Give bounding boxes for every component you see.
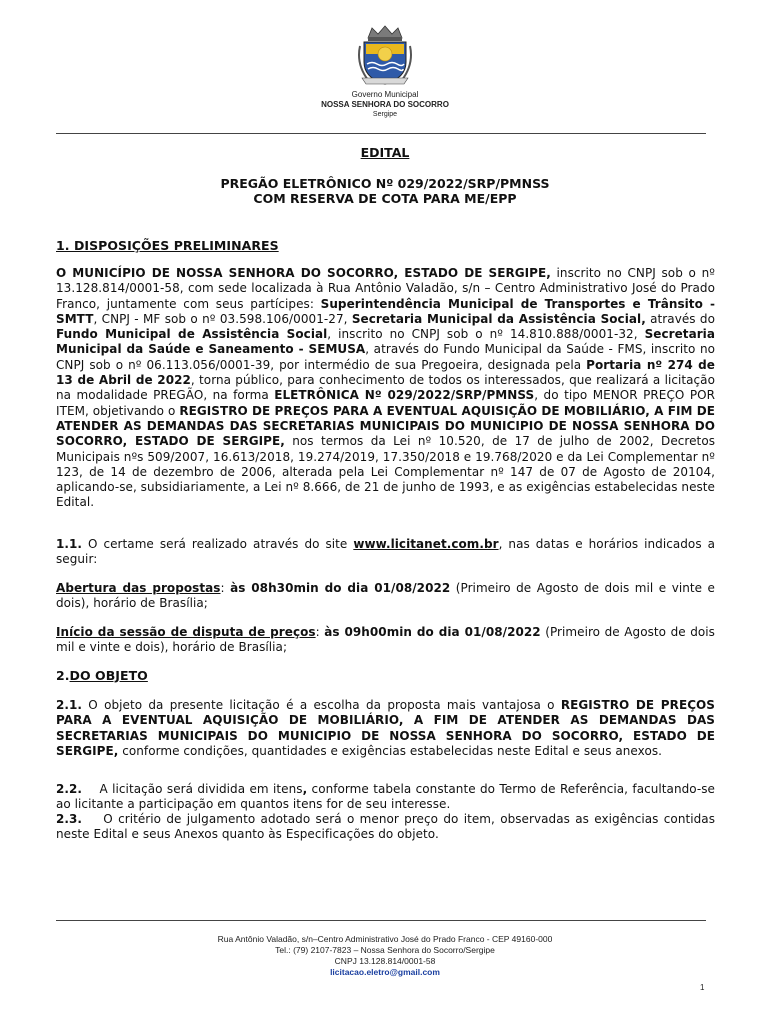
text-span: (Primeiro de Agosto de dois mil e vinte e dois), horário de Brasília; <box>56 581 715 611</box>
session-label: Início da sessão de disputa de preços <box>56 625 316 639</box>
section-title: DO OBJETO <box>69 668 148 683</box>
smtt-name: Superintendência Municipal de Transportes e Trânsito - SMTT <box>56 296 715 326</box>
clause-2-1 <box>56 698 715 759</box>
header-divider <box>56 133 706 134</box>
dispute-session-start <box>56 625 715 656</box>
text-span: através do <box>645 311 715 326</box>
object-statement: REGISTRO DE PREÇOS PARA A EVENTUAL AQUISIÇÃO DE MOBILIÁRIO, A FIM DE ATENDER AS DEMANDAS DAS SECRETARIAS MUNICIPAIS DO MUNICIPIO DE NOSSA SENHORA DO SOCORRO, ESTADO DE SERGIPE, <box>56 698 715 758</box>
footer-email[interactable]: licitacao.eletro@gmail.com <box>330 967 440 977</box>
municipality-intro: O MUNICÍPIO DE NOSSA SENHORA DO SOCORRO, ESTADO DE SERGIPE, <box>56 266 551 280</box>
opening-label: Abertura das propostas <box>56 581 221 595</box>
section-1-heading: 1. DISPOSIÇÕES PRELIMINARES <box>56 238 279 253</box>
assistance-secretariat: Secretaria Municipal da Assistência Social, <box>351 311 646 326</box>
text-span: conforme tabela constante do Termo de Referência, facultando-se ao licitante a participação em quantos itens for de seu interesse. <box>56 782 715 812</box>
section-2-heading <box>56 668 715 683</box>
clause-number: 1.1. <box>56 537 83 551</box>
state-name: Sergipe <box>372 111 398 118</box>
text-span: , através do Fundo Municipal da Saúde - FMS, inscrito no CNPJ sob o nº 06.113.056/0001-39, por intermédio de sua Pregoeira, designada pela <box>56 342 715 372</box>
section-number: 2. <box>56 668 70 683</box>
coat-of-arms-icon <box>356 24 414 86</box>
object-statement: REGISTRO DE PREÇOS PARA A EVENTUAL AQUISIÇÃO DE MOBILIÁRIO, A FIM DE ATENDER AS DEMANDAS DAS SECRETARIAS MUNICIPAIS DO MUNICIPIO DE NOSSA SENHORA DO SOCORRO, ESTADO DE SERGIPE, <box>56 403 716 449</box>
clause-number: 2.3. <box>56 812 83 826</box>
text-span: inscrito no CNPJ sob o nº 13.128.814/0001-58, com sede localizada à Rua Antônio Valadão, s/n – Centro Administrativo José do Prado Franco, juntamente com seus partícipes: <box>56 266 716 311</box>
footer-cnpj: CNPJ 13.128.814/0001-58 <box>334 956 436 966</box>
clause-number: 2.1. <box>56 698 83 712</box>
cota-subtitle: COM RESERVA DE COTA PARA ME/EPP <box>253 191 517 206</box>
health-secretariat: Secretaria Municipal da Saúde e Saneamento - SEMUSA <box>56 327 715 357</box>
text-span: , CNPJ - MF sob o nº 03.598.106/0001-27, <box>93 311 352 326</box>
text-span: O certame será realizado através do site <box>82 537 354 551</box>
proposal-opening <box>56 581 715 612</box>
text-span: , inscrito no CNPJ sob o nº 14.810.888/0001-32, <box>327 327 645 342</box>
text-span: O objeto da presente licitação é a escolha da proposta mais vantajosa o <box>82 698 561 712</box>
clause-2-3 <box>56 812 719 843</box>
opening-datetime: às 08h30min do dia 01/08/2022 <box>230 581 451 595</box>
footer-divider <box>56 920 706 921</box>
portaria-ref: Portaria nº 274 de 13 de Abril de 2022 <box>56 357 715 388</box>
text-span: , <box>302 782 308 796</box>
licitanet-link[interactable]: www.licitanet.com.br <box>353 537 499 551</box>
pregao-ref: ELETRÔNICA Nº 029/2022/SRP/PMNSS <box>274 388 535 403</box>
footer-address: Rua Antônio Valadão, s/n–Centro Administrativo José do Prado Franco - CEP 49160-000 <box>217 934 553 944</box>
page-number: 1 <box>700 983 705 992</box>
municipality-name: NOSSA SENHORA DO SOCORRO <box>321 100 449 109</box>
government-label: Governo Municipal <box>351 90 419 99</box>
clause-2-2 <box>56 782 715 813</box>
text-span: : <box>315 625 325 639</box>
document-title: EDITAL <box>360 145 410 160</box>
text-span: , nas datas e horários indicados a seguir: <box>56 537 715 567</box>
text-span: (Primeiro de Agosto de dois mil e vinte e dois), horário de Brasília; <box>56 625 715 655</box>
clause-number: 2.2. <box>56 782 83 796</box>
text-span: A licitação será dividida em itens <box>82 782 303 796</box>
text-span: conforme condições, quantidades e exigências estabelecidas neste Edital e seus anexos. <box>118 743 662 758</box>
session-datetime: às 09h00min do dia 01/08/2022 <box>324 625 541 639</box>
assistance-fund: Fundo Municipal de Assistência Social <box>56 327 328 342</box>
text-span: , torna público, para conhecimento de todos os interessados, que realizará a licitação na modalidade PREGÃO, na forma <box>56 373 715 403</box>
footer-phone: Tel.: (79) 2107-7823 – Nossa Senhora do Socorro/Sergipe <box>275 945 495 955</box>
text-span: , do tipo MENOR PREÇO POR ITEM, objetivando o <box>56 388 715 418</box>
clause-1-1 <box>56 537 715 568</box>
text-span: : <box>220 581 231 595</box>
preliminary-paragraph <box>56 266 715 511</box>
text-span: nos termos da Lei nº 10.520, de 17 de julho de 2002, Decretos Municipais nºs 509/2007, 16.613/2018, 19.274/2019, 17.350/2018 e 19.768/2020 e da Lei Complementar nº 123, de 14 de dezembro de 2006, alterada pela Lei Complementar nº 147 de 07 de Agosto de 20104, aplicando-se, subsidiariamente, a Lei nº 8.666, de 21 de junho de 1993, e as exigências estabelecidas neste Edital. <box>56 434 716 510</box>
pregao-title: PREGÃO ELETRÔNICO Nº 029/2022/SRP/PMNSS <box>220 176 550 191</box>
text-span: O critério de julgamento adotado será o menor preço do item, observadas as exigências contidas neste Edital e seus Anexos quanto às Especificações do objeto. <box>56 812 719 842</box>
